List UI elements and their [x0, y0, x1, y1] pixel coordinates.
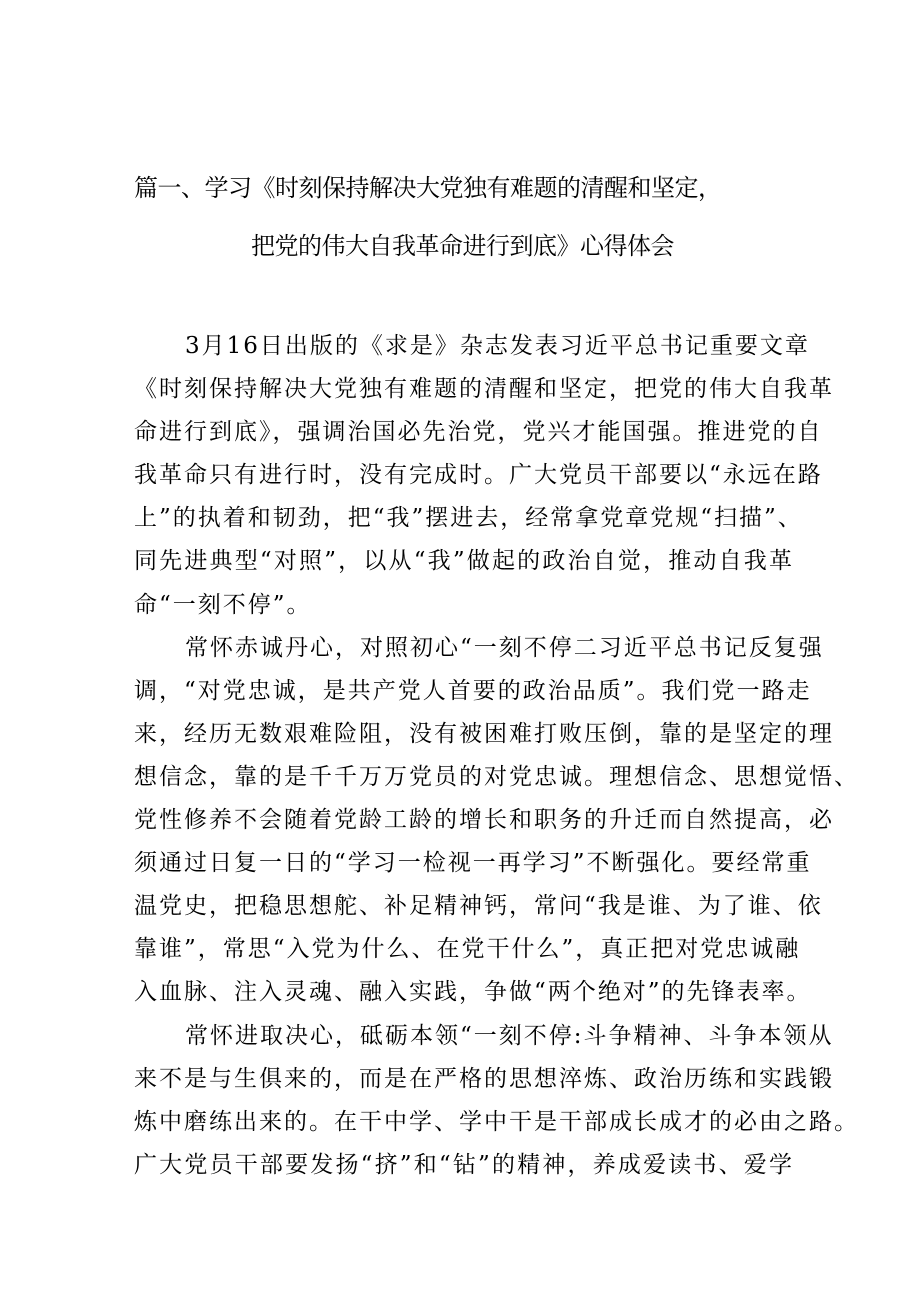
- document-body: [134, 325, 859, 1187]
- body-line: 同先进典型“对照”，以从“我”做起的政治自觉，推动自我革: [134, 548, 794, 575]
- body-line: 上”的执着和韧劲，把“我”摆进去，经常拿党章党规“扫描”、: [134, 505, 803, 532]
- body-line: 来，经历无数艰难险阻，没有被困难打败压倒，靠的是坚定的理: [134, 720, 834, 747]
- body-line: 温党史，把稳思想舵、补足精神钙，常问“我是谁、为了谁、依: [134, 893, 823, 920]
- body-line: 调，“对党忠诚，是共产党人首要的政治品质”。我们党一路走: [134, 677, 812, 704]
- body-line: 《时刻保持解决大党独有难题的清醒和坚定，把党的伟大自我革: [134, 376, 834, 403]
- document-title-line-2: 把党的伟大自我革命进行到底》心得体会: [251, 232, 674, 260]
- body-line: 广大党员干部要发扬“挤”和“钻”的精神，养成爱读书、爱学: [134, 1151, 794, 1178]
- body-line: 常怀进取决心，砥砺本领“一刻不停:斗争精神、斗争本领从: [185, 1022, 834, 1049]
- body-line: 来不是与生俱来的，而是在严格的思想淬炼、政治历练和实践锻: [134, 1065, 834, 1092]
- body-line: 想信念，靠的是千千万万党员的对党忠诚。理想信念、思想觉悟、: [134, 763, 859, 790]
- body-line: 常怀赤诚丹心，对照初心“一刻不停二习近平总书记反复强: [185, 634, 824, 661]
- body-line: 须通过日复一日的“学习一检视一再学习”不断强化。要经常重: [134, 850, 812, 877]
- body-line: 靠谁”，常思“入党为什么、在党干什么”，真正把对党忠诚融: [134, 936, 801, 963]
- document-title-line-1: 篇一、学习《时刻保持解决大党独有难题的清醒和坚定，: [134, 174, 722, 202]
- body-line: 入血脉、注入灵魂、融入实践，争做“两个绝对”的先锋表率。: [134, 979, 812, 1006]
- body-line: 党性修养不会随着党龄工龄的增长和职务的升迁而自然提高，必: [134, 807, 834, 834]
- body-line: 3月16日出版的《求是》杂志发表习近平总书记重要文章: [185, 333, 810, 359]
- body-line: 命进行到底》，强调治国必先治党，党兴才能国强。推进党的自: [134, 419, 823, 446]
- body-line: 炼中磨练出来的。在干中学、学中干是干部成长成才的必由之路。: [134, 1108, 859, 1135]
- body-line: 命“一刻不停”。: [134, 591, 312, 618]
- body-line: 我革命只有进行时，没有完成时。广大党员干部要以“永远在路: [134, 462, 823, 489]
